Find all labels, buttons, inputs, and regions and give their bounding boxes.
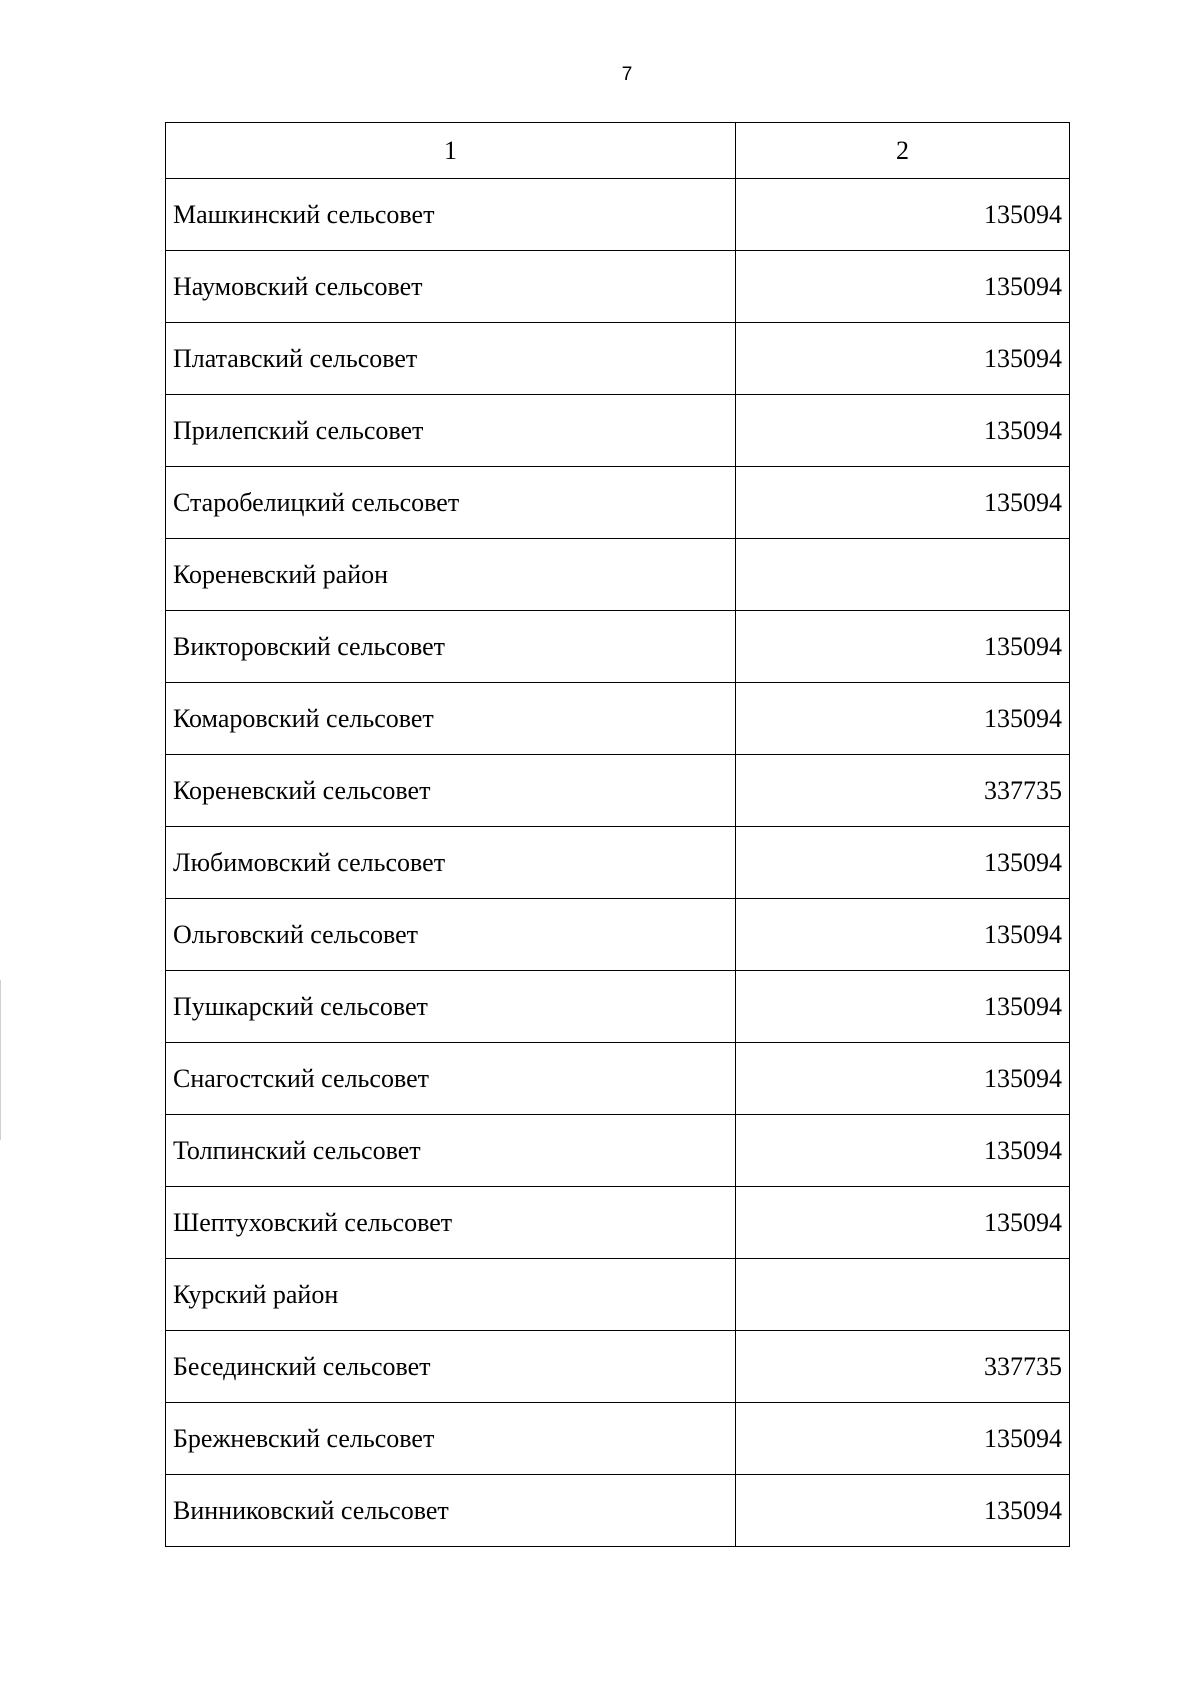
row-value-cell: 135094 xyxy=(736,1115,1070,1187)
row-name-cell: Кореневский район xyxy=(166,539,736,611)
table-row xyxy=(166,179,1070,251)
row-value-cell: 337735 xyxy=(736,755,1070,827)
table-row xyxy=(166,683,1070,755)
table-row xyxy=(166,1043,1070,1115)
table-row xyxy=(166,1403,1070,1475)
row-value-cell: 135094 xyxy=(736,1187,1070,1259)
table-row xyxy=(166,755,1070,827)
table-row xyxy=(166,1259,1070,1331)
row-name-cell: Кореневский сельсовет xyxy=(166,755,736,827)
row-name-cell: Бесединский сельсовет xyxy=(166,1331,736,1403)
row-value-cell: 135094 xyxy=(736,1403,1070,1475)
row-name-cell: Любимовский сельсовет xyxy=(166,827,736,899)
table-row xyxy=(166,1187,1070,1259)
row-value-cell: 135094 xyxy=(736,467,1070,539)
page-number: 7 xyxy=(621,64,633,85)
row-name-cell: Брежневский сельсовет xyxy=(166,1403,736,1475)
row-value-cell: 135094 xyxy=(736,323,1070,395)
row-name-cell: Наумовский сельсовет xyxy=(166,251,736,323)
row-name-cell: Шептуховский сельсовет xyxy=(166,1187,736,1259)
row-value-cell xyxy=(736,1259,1070,1331)
table-row xyxy=(166,1475,1070,1547)
row-name-cell: Снагостский сельсовет xyxy=(166,1043,736,1115)
table-row xyxy=(166,1115,1070,1187)
table-row xyxy=(166,971,1070,1043)
scan-edge-mark xyxy=(0,980,1,1140)
row-value-cell xyxy=(736,539,1070,611)
table-row xyxy=(166,827,1070,899)
row-value-cell: 135094 xyxy=(736,899,1070,971)
row-value-cell: 135094 xyxy=(736,1475,1070,1547)
table-row xyxy=(166,611,1070,683)
row-name-cell: Комаровский сельсовет xyxy=(166,683,736,755)
table-header-row xyxy=(166,123,1070,179)
allocation-table xyxy=(165,122,1070,1547)
row-value-cell: 135094 xyxy=(736,251,1070,323)
row-value-cell: 135094 xyxy=(736,971,1070,1043)
table-row xyxy=(166,467,1070,539)
row-name-cell: Винниковский сельсовет xyxy=(166,1475,736,1547)
table-row xyxy=(166,899,1070,971)
table-row xyxy=(166,539,1070,611)
table-row xyxy=(166,1331,1070,1403)
row-value-cell: 135094 xyxy=(736,827,1070,899)
row-value-cell: 135094 xyxy=(736,683,1070,755)
column-header-1: 1 xyxy=(166,123,736,179)
row-name-cell: Машкинский сельсовет xyxy=(166,179,736,251)
row-name-cell: Курский район xyxy=(166,1259,736,1331)
row-value-cell: 337735 xyxy=(736,1331,1070,1403)
column-header-2: 2 xyxy=(736,123,1070,179)
row-name-cell: Платавский сельсовет xyxy=(166,323,736,395)
row-value-cell: 135094 xyxy=(736,1043,1070,1115)
row-name-cell: Ольговский сельсовет xyxy=(166,899,736,971)
table-row xyxy=(166,323,1070,395)
row-value-cell: 135094 xyxy=(736,395,1070,467)
table-row xyxy=(166,395,1070,467)
table-body xyxy=(166,123,1070,1547)
row-name-cell: Прилепский сельсовет xyxy=(166,395,736,467)
row-value-cell: 135094 xyxy=(736,179,1070,251)
row-name-cell: Пушкарский сельсовет xyxy=(166,971,736,1043)
row-name-cell: Старобелицкий сельсовет xyxy=(166,467,736,539)
table-row xyxy=(166,251,1070,323)
row-name-cell: Викторовский сельсовет xyxy=(166,611,736,683)
row-name-cell: Толпинский сельсовет xyxy=(166,1115,736,1187)
row-value-cell: 135094 xyxy=(736,611,1070,683)
